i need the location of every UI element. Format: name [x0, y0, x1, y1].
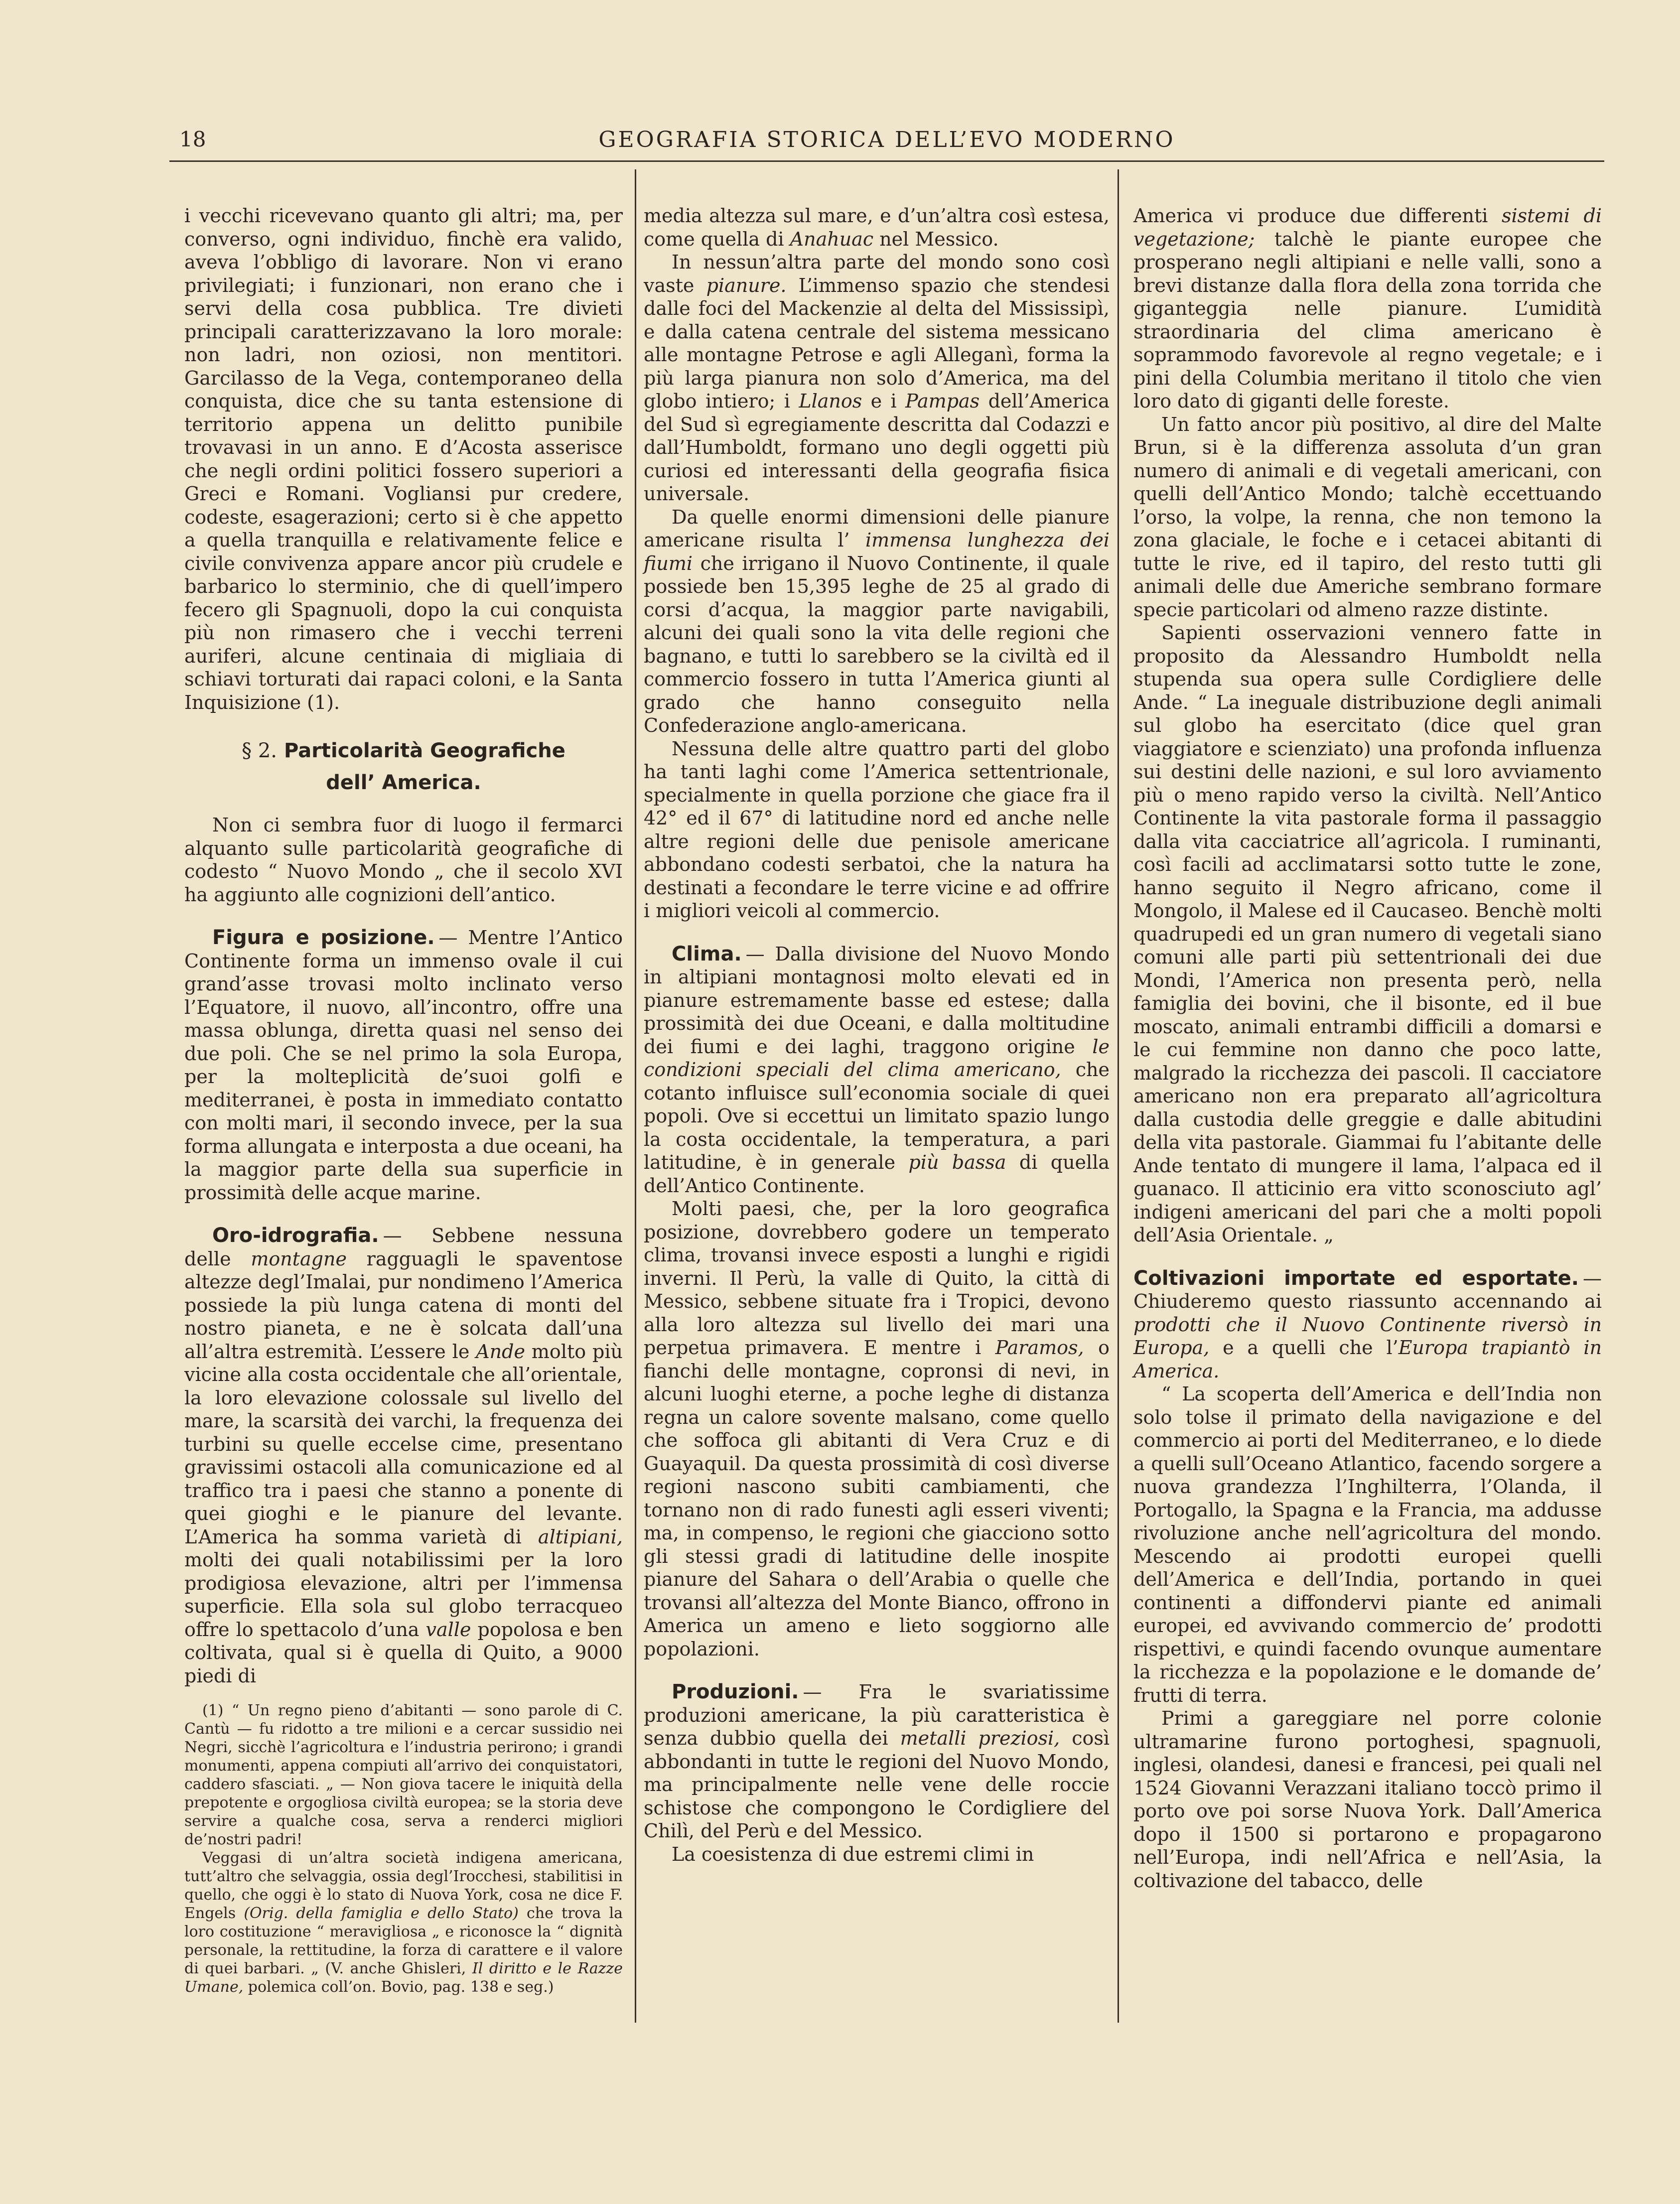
- paragraph: “ La scoperta dell’America e dell’India non solo tolse il primato della navigazione e del commercio ai porti del Mediterraneo, e lo diede a quelli sull’Oceano Atlantico, facendo sorgere a nuova grandezza l’Inghilterra, l’Olanda, il Portogallo, la Spagna e la Francia, ma addusse rivoluzione anche nell’agricoltura del mondo. Mescendo ai prodotti europei quelli dell’America e dell’India, portando in quei continenti a diffondervi piante ed animali europei, ed avvivando commercio de’ prodotti rispettivi, e quindi facendo ovunque aumentare la ricchezza e la popolazione e le domande de’ frutti di terra.: [1133, 1383, 1602, 1706]
- column-divider-2: [1118, 169, 1119, 2023]
- paragraph-produzioni: Produzioni. — Fra le svariatissime produzioni americane, la più caratteristica è senza dubbio quella dei metalli preziosi, così abbondanti in tutte le regioni del Nuovo Mondo, ma principalmente nelle vene delle roccie schistose che compongono le Cordigliere del Chilì, del Perù e del Messico.: [644, 1680, 1110, 1842]
- paragraph: Molti paesi, che, per la loro geografica posizione, dovrebbero godere un temperato clima, trovansi invece esposti a lunghi e rigidi inverni. Il Perù, la valle di Quito, la città di Messico, sebbene situate fra i Tropici, devono alla loro altezza sul livello dei mari una perpetua primavera. E mentre i Paramos, o fianchi delle montagne, copronsi di nevi, in alcuni luoghi eterne, a poche leghe di distanza regna un calore sovente malsano, come quello che soffoca gli abitanti di Vera Cruz e di Guayaquil. Da questa prossimità di così diverse regioni nascono subiti cambiamenti, che tornano non di rado funesti agli esseri viventi; ma, in compenso, le regioni che giacciono sotto gli stessi gradi di latitudine delle inospite pianure del Sahara o dell’Arabia o quelle che trovansi all’altezza del Monte Bianco, offrono in America un ameno e lieto soggiorno alle popolazioni.: [644, 1198, 1110, 1660]
- column-3: [1133, 204, 1602, 1892]
- subheading-oro-idrografia: Oro-idrografia.: [212, 1224, 379, 1247]
- subheading-produzioni: Produzioni.: [672, 1680, 799, 1703]
- paragraph: America vi produce due differenti sistemi di vegetazione; talchè le piante europee che prosperano negli altipiani e nelle valli, sono a brevi distanze dalla flora della zona torrida che giganteggia nelle pianure. L’umidità straordinaria del clima americano è soprammodo favorevole al regno vegetale; e i pini della Columbia meritano il titolo che vien loro dato di giganti delle foreste.: [1133, 205, 1602, 412]
- paragraph: Da quelle enormi dimensioni delle pianure americane risulta l’ immensa lunghezza dei fiumi che irrigano il Nuovo Continente, il quale possiede ben 15,395 leghe de 25 al grado di corsi d’acqua, la maggior parte navigabili, alcuni dei quali sono la vita delle regioni che bagnano, e tutti lo sarebbero se la civiltà ed il commercio fossero in tutta l’America giunti al grado che hanno conseguito nella Confederazione anglo-americana.: [644, 506, 1110, 736]
- header-rule: [169, 160, 1604, 162]
- page-header: [164, 127, 1609, 162]
- subheading-figura: Figura e posizione.: [212, 926, 435, 949]
- section-title-line1: Particolarità Geografiche: [283, 739, 565, 762]
- paragraph: Nessuna delle altre quattro parti del globo ha tanti laghi come l’America settentrionale, specialmente in quella porzione che giace fra il 42° ed il 67° di latitudine nord ed anche nelle altre regioni delle due penisole americane abbondano codesti serbatoi, che la natura ha destinati a fecondare le terre vicine e ad offrire i migliori veicoli al commercio.: [644, 737, 1110, 922]
- paragraph: La coesistenza di due estremi climi in: [672, 1843, 1034, 1865]
- paragraph-clima: Clima. — Dalla divisione del Nuovo Mondo in altipiani montagnosi molto elevati ed in pianure estremamente basse ed estese; dalla prossimità dei due Oceani, e dalla moltitudine dei fiumi e dei laghi, traggono origine le condizioni speciali del clima americano, che cotanto influisce sull’economia sociale di quei popoli. Ove si eccettui un limitato spazio lungo la costa occidentale, la temperatura, a pari latitudine, è in generale più bassa di quella dell’Antico Continente.: [644, 942, 1110, 1197]
- paragraph-oro-idrografia: Oro-idrografia. — Sebbene nessuna delle montagne ragguagli le spaventose altezze degl’Imalai, pur nondimeno l’America possiede la più lunga catena di monti del nostro pianeta, e ne è solcata dall’una all’altra estremità. L’essere le Ande molto più vicine alla costa occidentale che all’orientale, la loro elevazione colossale sul livello del mare, la scarsità dei varchi, la frequenza dei turbini su quelle eccelse cime, presentano gravissimi ostacoli alla comunicazione ed al traffico tra i paesi che stanno a ponente di quei gioghi e le pianure del levante. L’America ha somma varietà di altipiani, molti dei quali notabilissimi per la loro prodigiosa elevazione, altri per l’immensa superficie. Ella sola sul globo terracqueo offre lo spettacolo d’una valle popolosa e ben coltivata, qual si è quella di Quito, a 9000 piedi di: [184, 1224, 623, 1687]
- paragraph-figura: Figura e posizione. — Mentre l’Antico Continente forma un immenso ovale il cui grand’asse trovasi molto inclinato verso l’Equatore, il nuovo, all’incontro, offre una massa oblunga, diretta quasi nel senso dei due poli. Che se nel primo la sola Europa, per la molteplicità de’suoi golfi e mediterranei, è posta in immediato contatto con molti mari, il secondo invece, per la sua forma allungata e interposta a due oceani, ha la maggior parte della sua superficie in prossimità delle acque marine.: [184, 926, 623, 1204]
- paragraph: i vecchi ricevevano quanto gli altri; ma, per converso, ogni individuo, finchè era valido, aveva l’obbligo di lavorare. Non vi erano privilegiati; i funzionari, non erano che i servi della cosa pubblica. Tre divieti principali caratterizzavano la loro morale: non ladri, non oziosi, non mentitori. Garcilasso de la Vega, contemporaneo della conquista, dice che su tanta estensione di territorio appena un delitto punibile trovavasi in un anno. E d’Acosta asserisce che negli ordini politici fossero superiori a Greci e Romani. Vogliansi pur credere, codeste, esagerazioni; certo si è che appetto a quella tranquilla e relativamente felice e civile convivenza appare ancor più crudele e barbarico lo sterminio, che di quell’impero fecero gli Spagnuoli, dopo la cui conquista più non rimasero che i vecchi terreni auriferi, alcune centinaia di migliaia di schiavi torturati dai rapaci coloni, e la Santa Inquisizione (1).: [184, 205, 623, 713]
- footnote-1: (1) “ Un regno pieno d’abitanti — sono parole di C. Cantù — fu ridotto a tre milioni e a cercar sussidio nei Negri, sicchè l’agricoltura e l’industria perirono; i grandi monumenti, appena compiuti all’arrivo dei conquistatori, caddero sfasciati. „ — Non giova tacere le iniquità della prepotente e orgogliosa civiltà europea; se la storia deve servire a qualche cosa, serva a renderci migliori de’nostri padri!: [184, 1702, 623, 1848]
- paragraph-coltivazioni: Coltivazioni importate ed esportate. — Chiuderemo questo riassunto accennando ai prodotti che il Nuovo Continente riversò in Europa, e a quelli che l’Europa trapiantò in America.: [1133, 1266, 1602, 1382]
- paragraph: Primi a gareggiare nel porre colonie ultramarine furono portoghesi, spagnuoli, inglesi, olandesi, danesi e francesi, pei quali nel 1524 Giovanni Verazzani italiano toccò primo il porto ove poi sorse Nuova York. Dall’America dopo il 1500 si portarono e propagarono nell’Europa, indi nell’Africa e nell’Asia, la coltivazione del tabacco, delle: [1133, 1707, 1602, 1892]
- section-heading: [184, 735, 623, 799]
- paragraph: media altezza sul mare, e d’un’altra così estesa, come quella di Anahuac nel Messico.: [644, 205, 1110, 250]
- column-1: [184, 204, 623, 1996]
- footnotes: [184, 1701, 623, 1996]
- paragraph: Un fatto ancor più positivo, al dire del Malte Brun, si è la differenza assoluta d’un gran numero di animali e di vegetali americani, con quelli dell’Antico Mondo; talchè eccettuando l’orso, la volpe, la renna, che non temono la zona glaciale, le foche e i cetacei abitanti di tutte le rive, ed il tapiro, del resto tutti gli animali delle due Americhe sembrano formare specie particolari od almeno razze distinte.: [1133, 413, 1602, 621]
- page-number: 18: [179, 127, 206, 151]
- running-title: GEOGRAFIA STORICA DELL’EVO MODERNO: [598, 127, 1175, 152]
- subheading-clima: Clima.: [672, 942, 742, 965]
- paragraph: Sapienti osservazioni vennero fatte in proposito da Alessandro Humboldt nella stupenda sua opera sulle Cordigliere delle Ande. “ La ineguale distribuzione degli animali sul globo ha esercitato (dice quel gran viaggiatore e scienziato) una profonda influenza sui destini delle nazioni, e sul loro avviamento più o meno rapido verso la civiltà. Nell’Antico Continente la vita pastorale forma il passaggio dalla vita cacciatrice all’agricola. I ruminanti, così facili ad acclimatarsi sotto tutte le zone, hanno seguito il Negro africano, come il Mongolo, il Malese ed il Caucaseo. Benchè molti quadrupedi ed un gran numero di vegetali siano comuni alle parti più settentrionali dei due Mondi, l’America non presenta però, nella famiglia dei bovini, che il bisonte, ed il bue moscato, animali entrambi difficili a domarsi e le cui femmine non danno che poco latte, malgrado la ricchezza dei pascoli. Il cacciatore americano non era preparato all’agricoltura dalla custodia delle greggie e dalle abitudini della vita pastorale. Giammai fu l’abitante delle Ande tentato di mungere il lama, l’alpaca ed il guanaco. Il atticinio era vitto sconosciuto agl’ indigeni americani del pari che a molti popoli dell’Asia Orientale. „: [1133, 622, 1602, 1246]
- subheading-coltivazioni: Coltivazioni importate ed esportate.: [1133, 1266, 1579, 1290]
- footnote-2: Veggasi di un’altra società indigena americana, tutt’altro che selvaggia, ossia degl’Irocchesi, stabilitisi in quello, che oggi è lo stato di Nuova York, cosa ne dice F. Engels (Orig. della famiglia e dello Stato) che trova la loro costituzione “ meravigliosa „ e riconosce la “ dignità personale, la rettitudine, la forza di carattere e il valore di quei barbari. „ (V. anche Ghisleri, Il diritto e le Razze Umane, polemica coll’on. Bovio, pag. 138 e seg.): [184, 1849, 623, 1996]
- section-title-line2: dell’ America.: [326, 771, 481, 794]
- section-number: § 2.: [242, 739, 278, 762]
- paragraph: Non ci sembra fuor di luogo il fermarci alquanto sulle particolarità geografiche di codesto “ Nuovo Mondo „ che il secolo XVI ha aggiunto alle cognizioni dell’antico.: [184, 814, 623, 906]
- paragraph: In nessun’altra parte del mondo sono così vaste pianure. L’immenso spazio che stendesi dalle foci del Mackenzie al delta del Mississipì, e dalla catena centrale del sistema messicano alle montagne Petrose e agli Alleganì, forma la più larga pianura non solo d’America, ma del globo intiero; i Llanos e i Pampas dell’America del Sud sì egregiamente descritta dal Codazzi e dall’Humboldt, formano uno degli oggetti più curiosi ed interessanti della geografia fisica universale.: [644, 251, 1110, 505]
- column-divider-1: [635, 169, 636, 2023]
- column-2: [644, 204, 1110, 1866]
